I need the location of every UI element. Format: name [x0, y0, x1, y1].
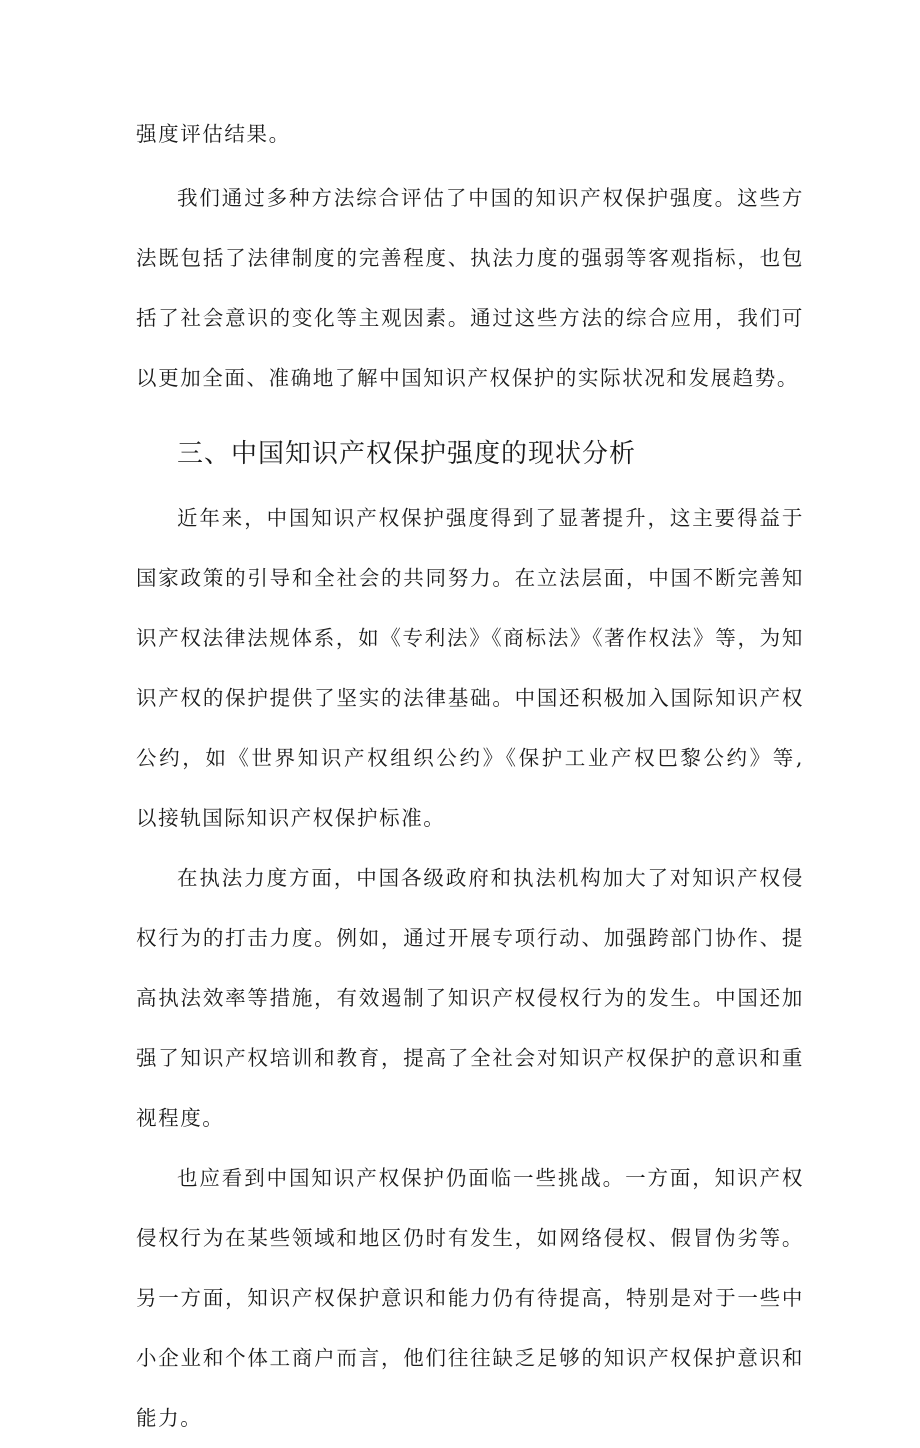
paragraph-legislation: 近年来，中国知识产权保护强度得到了显著提升，这主要得益于国家政策的引导和全社会的共同努力。在立法层面，中国不断完善知识产权法律法规体系，如《专利法》《商标法》《著作权法》等，为知识产权的保护提供了坚实的法律基础。中国还积极加入国际知识产权公约，如《世界知识产权组织公约》《保护工业产权巴黎公约》等, 以接轨国际知识产权保护标准。	[136, 506, 804, 830]
paragraph-challenges: 也应看到中国知识产权保护仍面临一些挑战。一方面，知识产权侵权行为在某些领域和地区仍时有发生，如网络侵权、假冒伪劣等。另一方面，知识产权保护意识和能力仍有待提高，特别是对于一些中小企业和个体工商户而言，他们往往缺乏足够的知识产权保护意识和能力。	[136, 1166, 804, 1430]
paragraph-evaluation-methods: 我们通过多种方法综合评估了中国的知识产权保护强度。这些方法既包括了法律制度的完善程度、执法力度的强弱等客观指标，也包括了社会意识的变化等主观因素。通过这些方法的综合应用，我们可以更加全面、准确地了解中国知识产权保护的实际状况和发展趋势。	[136, 186, 804, 390]
section-heading: 三、中国知识产权保护强度的现状分析	[177, 439, 637, 469]
document-body	[136, 104, 804, 1448]
paragraph-continuation: 强度评估结果。	[136, 122, 291, 146]
paragraph-enforcement: 在执法力度方面，中国各级政府和执法机构加大了对知识产权侵权行为的打击力度。例如，通过开展专项行动、加强跨部门协作、提高执法效率等措施，有效遏制了知识产权侵权行为的发生。中国还加强了知识产权培训和教育，提高了全社会对知识产权保护的意识和重视程度。	[136, 866, 804, 1130]
